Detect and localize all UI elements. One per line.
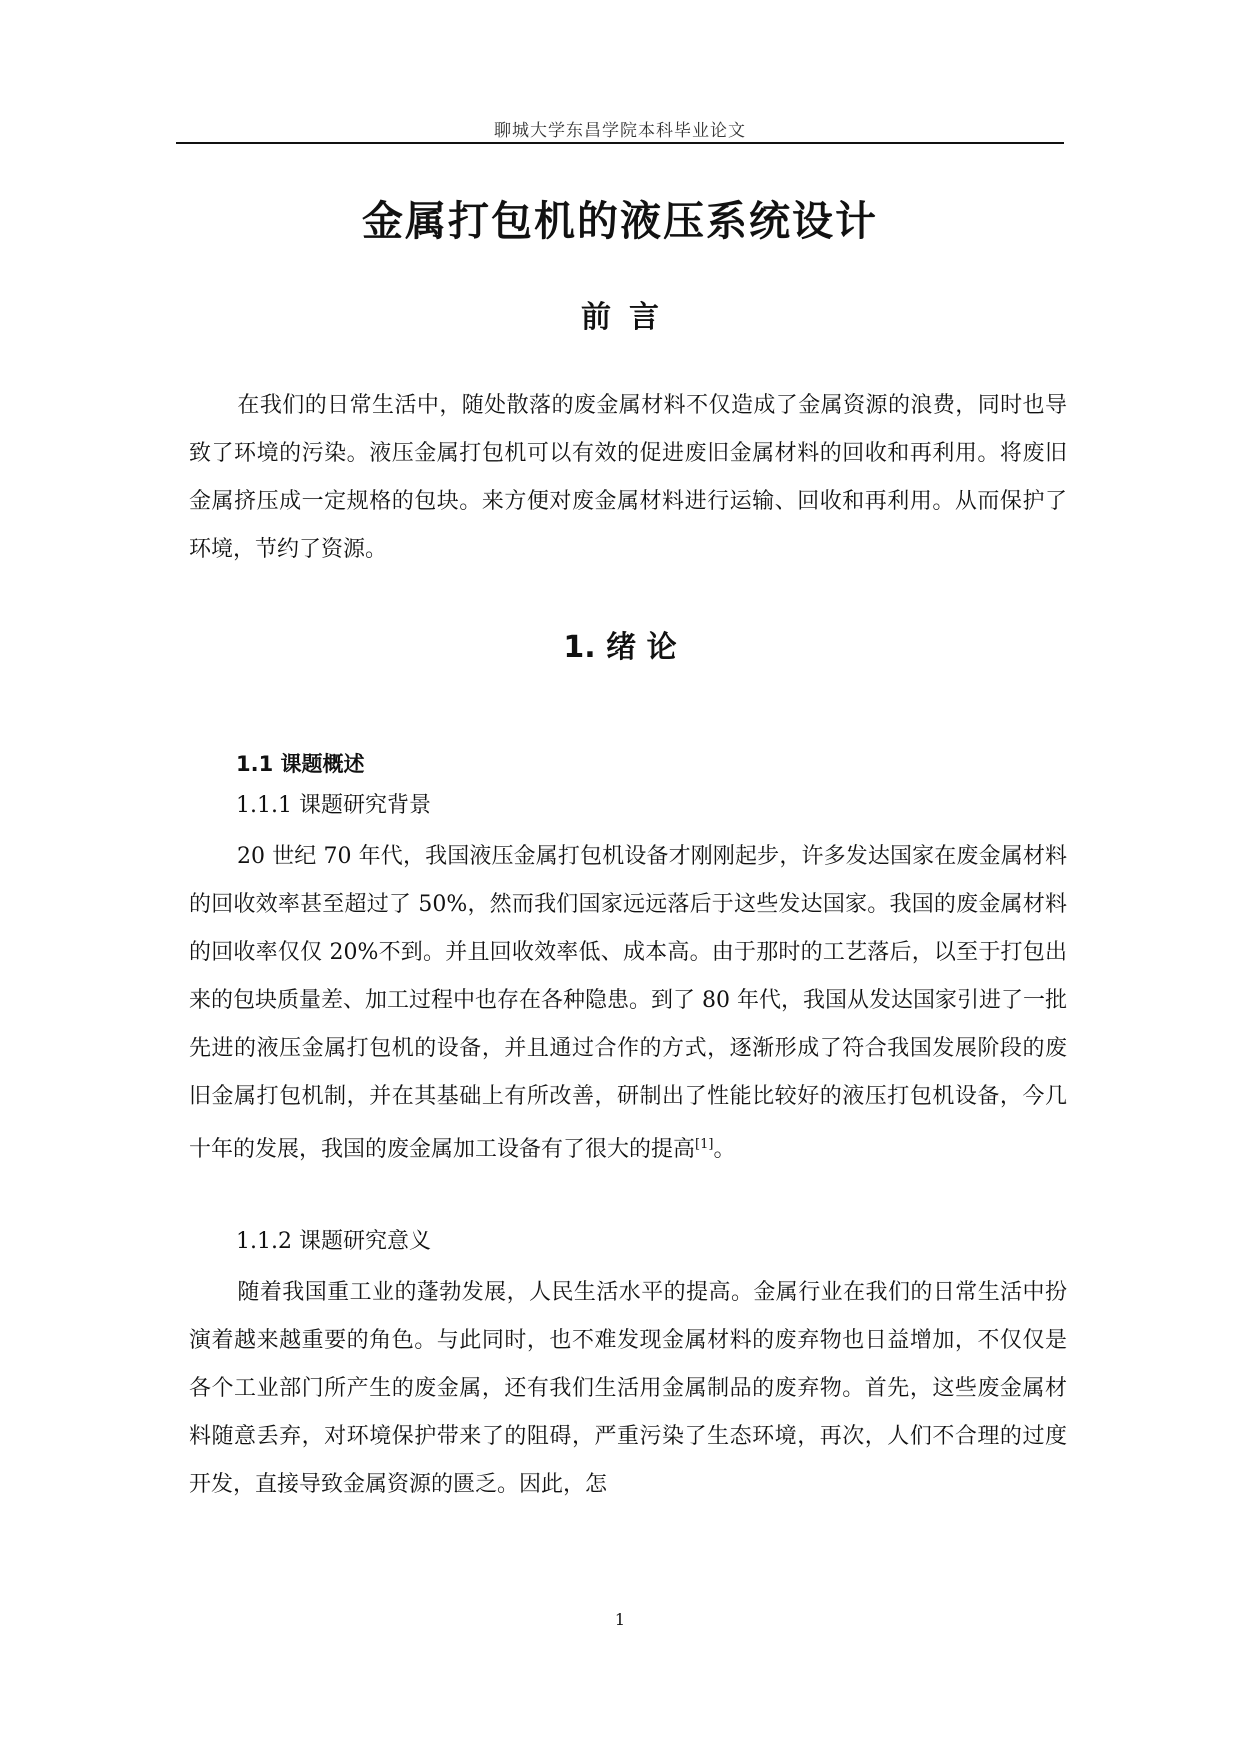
significance-paragraph xyxy=(189,1269,1067,1509)
header-rule xyxy=(176,142,1064,144)
page-header: 聊城大学东昌学院本科毕业论文 xyxy=(494,121,746,141)
page-number: 1 xyxy=(614,1610,626,1629)
preface-paragraph xyxy=(189,382,1067,574)
document-title: 金属打包机的液压系统设计 xyxy=(362,197,878,245)
significance-text: 随着我国重工业的蓬勃发展，人民生活水平的提高。金属行业在我们的日常生活中扮演着越来越重要的角色。与此同时，也不难发现金属材料的废弃物也日益增加，不仅仅是各个工业部门所产生的废金属，还有我们生活用金属制品的废弃物。首先，这些废金属材料随意丢弃，对环境保护带来了的阻碍，严重污染了生态环境，再次，人们不合理的过度开发，直接导致金属资源的匮乏。因此，怎 xyxy=(189,1280,1067,1497)
subsection-heading-1-1-1: 1.1.1 课题研究背景 xyxy=(236,793,431,818)
citation: [1] xyxy=(695,1137,714,1152)
preface-text: 在我们的日常生活中，随处散落的废金属材料不仅造成了金属资源的浪费，同时也导致了环境的污染。液压金属打包机可以有效的促进废旧金属材料的回收和再利用。将废旧金属挤压成一定规格的包块。来方便对废金属材料进行运输、回收和再利用。从而保护了环境，节约了资源。 xyxy=(189,393,1067,562)
preface-heading: 前言 xyxy=(581,300,677,335)
background-paragraph xyxy=(189,833,1067,1174)
subsection-heading-1-1-2: 1.1.2 课题研究意义 xyxy=(236,1229,431,1254)
section-heading-1-1: 1.1 课题概述 xyxy=(236,752,365,776)
period: 。 xyxy=(713,1137,736,1162)
chapter-heading: 1. 绪 论 xyxy=(563,630,677,665)
background-text: 20 世纪 70 年代，我国液压金属打包机设备才刚刚起步，许多发达国家在废金属材料的回收效率甚至超过了 50%，然而我们国家远远落后于这些发达国家。我国的废金属材料的回收率仅仅 20%不到。并且回收效率低、成本高。由于那时的工艺落后，以至于打包出来的包块质量差、加工过程中也存在各种隐患。到了 80 年代，我国从发达国家引进了一批先进的液压金属打包机的设备，并且通过合作的方式，逐渐形成了符合我国发展阶段的废旧金属打包机制，并在其基础上有所改善，研制出了性能比较好的液压打包机设备，今几十年的发展，我国的废金属加工设备有了很大的提高 xyxy=(189,844,1067,1162)
